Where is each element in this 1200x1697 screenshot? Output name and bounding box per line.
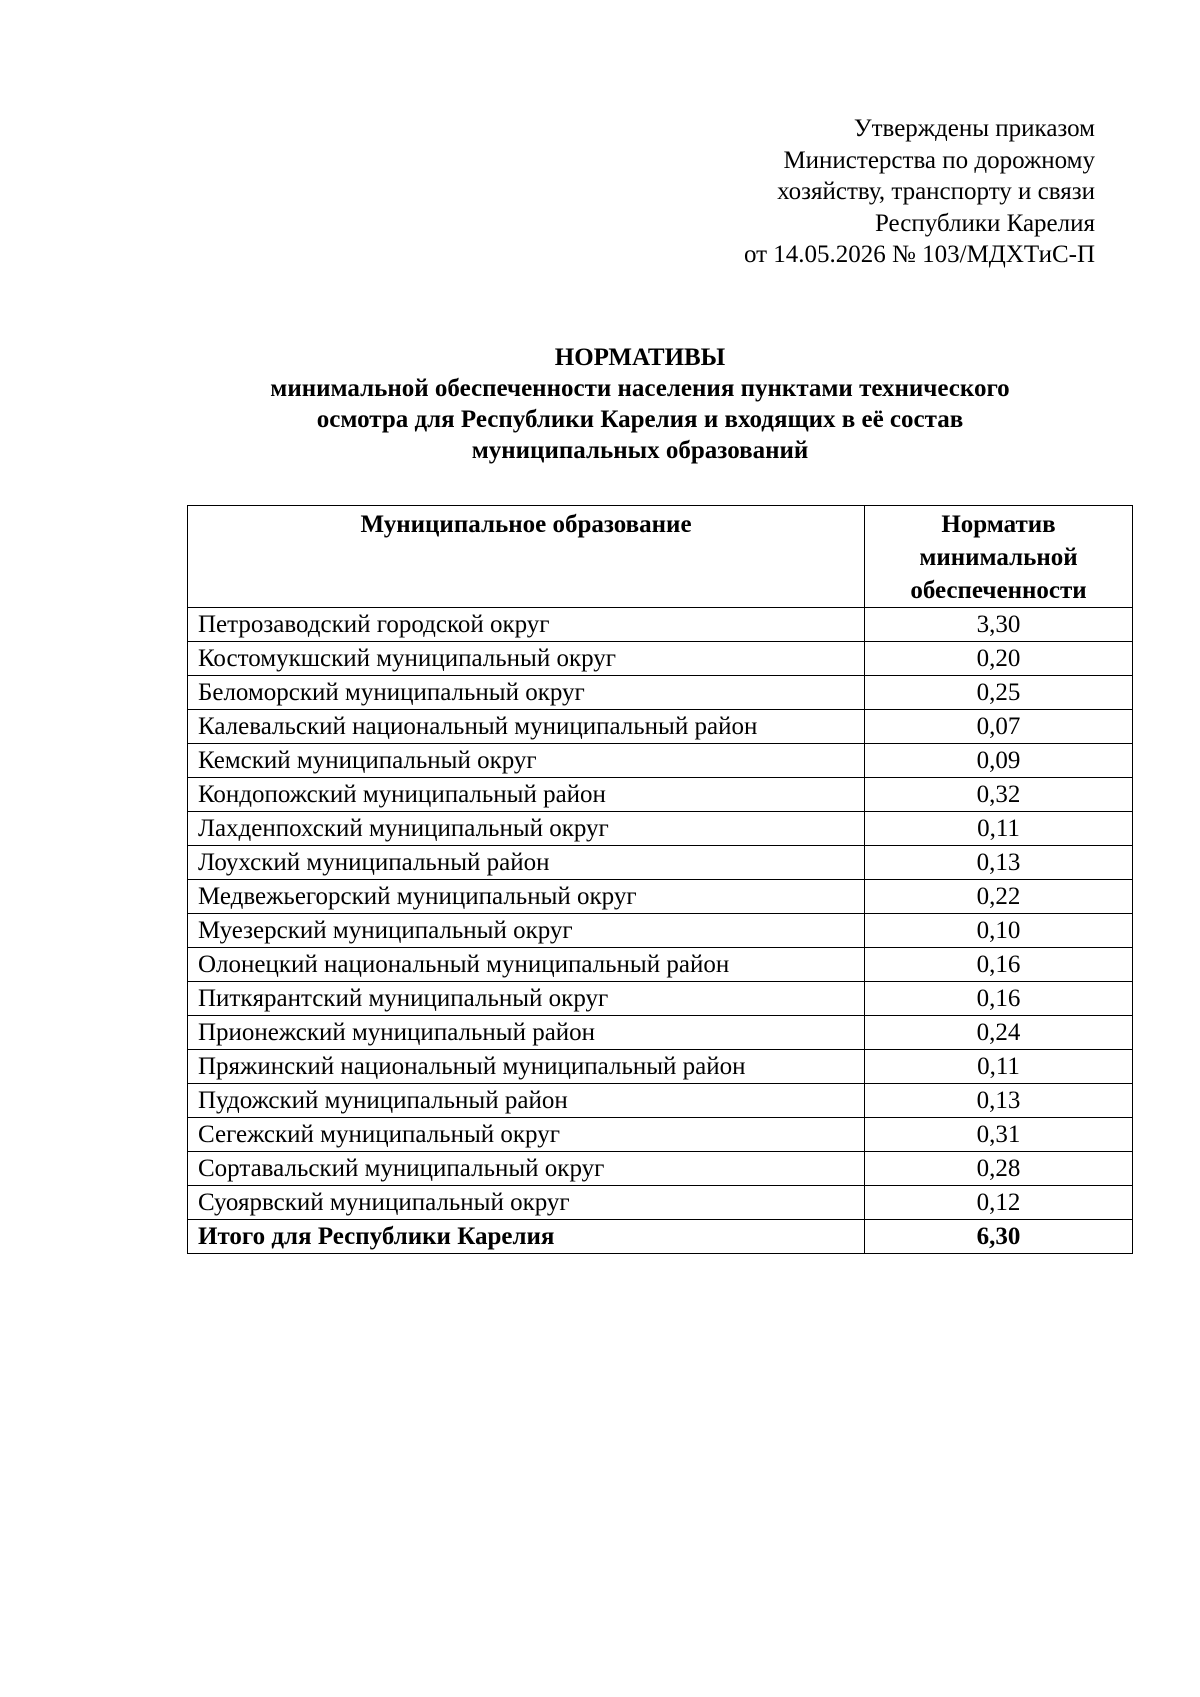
- header-norm-line: обеспеченности: [910, 577, 1087, 604]
- table-row: [188, 1186, 1133, 1220]
- table-row: [188, 608, 1133, 642]
- norm-value: 0,13: [865, 1084, 1133, 1118]
- table-row: [188, 676, 1133, 710]
- header-norm-line: минимальной: [919, 544, 1078, 571]
- approval-line-order-number: от 14.05.2026 № 103/МДХТиС-П: [743, 241, 1095, 268]
- header-municipality: Муниципальное образование: [188, 506, 865, 608]
- municipality-name: Калевальский национальный муниципальный район: [188, 710, 865, 744]
- municipality-name: Сегежский муниципальный округ: [188, 1118, 865, 1152]
- total-value: 6,30: [865, 1220, 1133, 1254]
- table-row: [188, 1118, 1133, 1152]
- table-row: [188, 846, 1133, 880]
- document-subtitle-line: осмотра для Республики Карелия и входящих в её состав: [316, 406, 964, 433]
- norm-value: 0,11: [865, 812, 1133, 846]
- table-row: [188, 948, 1133, 982]
- norms-table: [187, 505, 1133, 1254]
- table-row: [188, 812, 1133, 846]
- table-row: [188, 778, 1133, 812]
- table-row: [188, 1084, 1133, 1118]
- norm-value: 3,30: [865, 608, 1133, 642]
- municipality-name: Питкярантский муниципальный округ: [188, 982, 865, 1016]
- norm-value: 0,28: [865, 1152, 1133, 1186]
- municipality-name: Лоухский муниципальный район: [188, 846, 865, 880]
- municipality-name: Суоярвский муниципальный округ: [188, 1186, 865, 1220]
- municipality-name: Сортавальский муниципальный округ: [188, 1152, 865, 1186]
- document-subtitle-line: минимальной обеспеченности населения пунктами технического: [270, 375, 1010, 402]
- municipality-name: Медвежьегорский муниципальный округ: [188, 880, 865, 914]
- municipality-name: Пудожский муниципальный район: [188, 1084, 865, 1118]
- approval-stamp: [535, 113, 1095, 271]
- table-row: [188, 914, 1133, 948]
- municipality-name: Пряжинский национальный муниципальный район: [188, 1050, 865, 1084]
- norm-value: 0,13: [865, 846, 1133, 880]
- municipality-name: Беломорский муниципальный округ: [188, 676, 865, 710]
- table-row: [188, 982, 1133, 1016]
- norm-value: 0,11: [865, 1050, 1133, 1084]
- approval-line: Республики Карелия: [874, 209, 1095, 237]
- table-row: [188, 642, 1133, 676]
- document-title: [0, 342, 1200, 466]
- municipality-name: Петрозаводский городской округ: [188, 608, 865, 642]
- norm-value: 0,32: [865, 778, 1133, 812]
- table-row: [188, 880, 1133, 914]
- municipality-name: Муезерский муниципальный округ: [188, 914, 865, 948]
- norm-value: 0,16: [865, 982, 1133, 1016]
- norm-value: 0,22: [865, 880, 1133, 914]
- municipality-name: Кемский муниципальный округ: [188, 744, 865, 778]
- approval-line: хозяйству, транспорту и связи: [777, 178, 1095, 205]
- norm-value: 0,10: [865, 914, 1133, 948]
- table-body: [188, 608, 1133, 1220]
- table-row: [188, 1050, 1133, 1084]
- table-row: [188, 710, 1133, 744]
- table-row: [188, 1016, 1133, 1050]
- approval-line: Министерства по дорожному: [783, 146, 1095, 174]
- table-header-row: [188, 506, 1133, 608]
- municipality-name: Кондопожский муниципальный район: [188, 778, 865, 812]
- norm-value: 0,25: [865, 676, 1133, 710]
- norm-value: 0,24: [865, 1016, 1133, 1050]
- norm-value: 0,31: [865, 1118, 1133, 1152]
- norm-value: 0,09: [865, 744, 1133, 778]
- document-subtitle-line: муниципальных образований: [471, 437, 809, 464]
- norm-value: 0,12: [865, 1186, 1133, 1220]
- norm-value: 0,20: [865, 642, 1133, 676]
- norm-value: 0,07: [865, 710, 1133, 744]
- header-norm-line: Норматив: [941, 511, 1056, 538]
- municipality-name: Лахденпохский муниципальный округ: [188, 812, 865, 846]
- municipality-name: Прионежский муниципальный район: [188, 1016, 865, 1050]
- table-total-row: [188, 1220, 1133, 1254]
- municipality-name: Костомукшский муниципальный округ: [188, 642, 865, 676]
- norm-value: 0,16: [865, 948, 1133, 982]
- document-heading: НОРМАТИВЫ: [554, 344, 726, 371]
- table-row: [188, 1152, 1133, 1186]
- total-label: Итого для Республики Карелия: [188, 1220, 865, 1254]
- approval-line: Утверждены приказом: [853, 115, 1095, 142]
- municipality-name: Олонецкий национальный муниципальный район: [188, 948, 865, 982]
- table-row: [188, 744, 1133, 778]
- header-norm: [865, 506, 1133, 608]
